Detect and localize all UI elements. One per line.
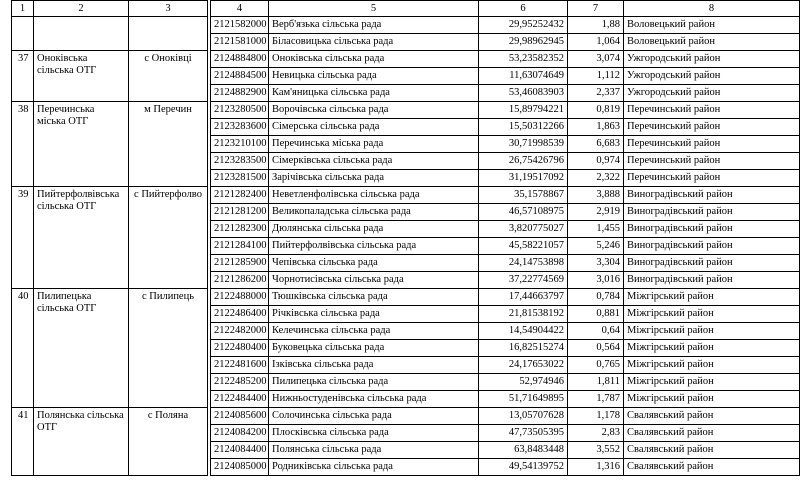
district-cell: Воловецький район xyxy=(624,17,800,34)
district-cell: Міжгірський район xyxy=(624,340,800,357)
code-cell: 2121582000 xyxy=(211,17,269,34)
table-row xyxy=(211,340,800,357)
group-center: с Поляна xyxy=(129,408,208,476)
name-cell: Плосківська сільська рада xyxy=(269,425,479,442)
name-cell: Келечинська сільська рада xyxy=(269,323,479,340)
name-cell: Нижньостуденівська сільська рада xyxy=(269,391,479,408)
value-cell: 0,819 xyxy=(568,102,624,119)
table-row xyxy=(211,85,800,102)
header-cell: 5 xyxy=(269,1,479,17)
code-cell: 2124085600 xyxy=(211,408,269,425)
group-number: 39 xyxy=(12,187,34,289)
value-cell: 1,178 xyxy=(568,408,624,425)
left-table xyxy=(11,0,208,476)
area-cell: 37,22774569 xyxy=(479,272,568,289)
name-cell: Річківська сільська рада xyxy=(269,306,479,323)
header-cell: 6 xyxy=(479,1,568,17)
table-row xyxy=(211,102,800,119)
code-cell: 2123210100 xyxy=(211,136,269,153)
value-cell: 1,863 xyxy=(568,119,624,136)
group-otg-name: Полянська сільська ОТГ xyxy=(34,408,129,476)
table-row xyxy=(211,187,800,204)
code-cell: 2122484400 xyxy=(211,391,269,408)
area-cell: 16,82515274 xyxy=(479,340,568,357)
code-cell: 2121581000 xyxy=(211,34,269,51)
name-cell: Пийтерфолвівська сільська рада xyxy=(269,238,479,255)
group-center: с Оноківці xyxy=(129,51,208,102)
district-cell: Ужгородський район xyxy=(624,85,800,102)
name-cell: Буковецька сільська рада xyxy=(269,340,479,357)
group-otg-name: Оноківська сільська ОТГ xyxy=(34,51,129,102)
name-cell: Родниківська сільська рада xyxy=(269,459,479,476)
value-cell: 3,016 xyxy=(568,272,624,289)
code-cell: 2122486400 xyxy=(211,306,269,323)
table-row xyxy=(211,408,800,425)
name-cell: Полянська сільська рада xyxy=(269,442,479,459)
value-cell: 1,787 xyxy=(568,391,624,408)
value-cell: 2,337 xyxy=(568,85,624,102)
table-row xyxy=(211,459,800,476)
name-cell: Оноківська сільська рада xyxy=(269,51,479,68)
area-cell: 35,1578867 xyxy=(479,187,568,204)
header-cell: 3 xyxy=(129,1,208,17)
value-cell: 1,88 xyxy=(568,17,624,34)
left-table-body xyxy=(12,1,208,476)
value-cell: 1,316 xyxy=(568,459,624,476)
table-row xyxy=(211,323,800,340)
group-center: м Перечин xyxy=(129,102,208,187)
district-cell: Виноградівський район xyxy=(624,255,800,272)
table-row xyxy=(211,170,800,187)
group-center: с Пилипець xyxy=(129,289,208,408)
name-cell: Тюшківська сільська рада xyxy=(269,289,479,306)
area-cell: 14,54904422 xyxy=(479,323,568,340)
district-cell: Міжгірський район xyxy=(624,391,800,408)
code-cell: 2123280500 xyxy=(211,102,269,119)
name-cell: Ізківська сільська рада xyxy=(269,357,479,374)
code-cell: 2121284100 xyxy=(211,238,269,255)
value-cell: 3,552 xyxy=(568,442,624,459)
group-otg-name: Перечинська міська ОТГ xyxy=(34,102,129,187)
table-row xyxy=(211,68,800,85)
code-cell: 2122488000 xyxy=(211,289,269,306)
header-cell: 8 xyxy=(624,1,800,17)
table-row xyxy=(211,51,800,68)
name-cell: Кам'яницька сільська рада xyxy=(269,85,479,102)
code-cell: 2122481600 xyxy=(211,357,269,374)
district-cell: Перечинський район xyxy=(624,170,800,187)
area-cell: 51,71649895 xyxy=(479,391,568,408)
name-cell: Пилипецька сільська рада xyxy=(269,374,479,391)
value-cell: 1,455 xyxy=(568,221,624,238)
area-cell: 29,98962945 xyxy=(479,34,568,51)
right-table-body xyxy=(211,1,800,476)
area-cell: 17,44663797 xyxy=(479,289,568,306)
table-row xyxy=(211,306,800,323)
district-cell: Перечинський район xyxy=(624,153,800,170)
group-row xyxy=(12,102,208,187)
value-cell: 0,64 xyxy=(568,323,624,340)
table-row xyxy=(211,238,800,255)
district-cell: Міжгірський район xyxy=(624,306,800,323)
name-cell: Біласовицька сільська рада xyxy=(269,34,479,51)
area-cell: 24,17653022 xyxy=(479,357,568,374)
name-cell: Солочинська сільська рада xyxy=(269,408,479,425)
area-cell: 46,57108975 xyxy=(479,204,568,221)
value-cell: 0,564 xyxy=(568,340,624,357)
value-cell: 3,304 xyxy=(568,255,624,272)
code-cell: 2123283600 xyxy=(211,119,269,136)
header-row xyxy=(12,1,208,17)
right-table xyxy=(210,0,800,476)
table-row xyxy=(211,357,800,374)
value-cell: 6,683 xyxy=(568,136,624,153)
district-cell: Міжгірський район xyxy=(624,289,800,306)
value-cell: 2,322 xyxy=(568,170,624,187)
code-cell: 2124084200 xyxy=(211,425,269,442)
table-row xyxy=(211,255,800,272)
value-cell: 0,765 xyxy=(568,357,624,374)
code-cell: 2123283500 xyxy=(211,153,269,170)
area-cell: 11,63074649 xyxy=(479,68,568,85)
value-cell: 3,074 xyxy=(568,51,624,68)
district-cell: Міжгірський район xyxy=(624,323,800,340)
name-cell: Чорнотисівська сільська рада xyxy=(269,272,479,289)
table-row xyxy=(211,136,800,153)
code-cell: 2122485200 xyxy=(211,374,269,391)
area-cell: 24,14753898 xyxy=(479,255,568,272)
district-cell: Воловецький район xyxy=(624,34,800,51)
table-row xyxy=(211,153,800,170)
value-cell: 1,112 xyxy=(568,68,624,85)
area-cell: 26,75426796 xyxy=(479,153,568,170)
table-row xyxy=(211,425,800,442)
code-cell: 2124882900 xyxy=(211,85,269,102)
table-row xyxy=(211,17,800,34)
code-cell: 2123281500 xyxy=(211,170,269,187)
name-cell: Невицька сільська рада xyxy=(269,68,479,85)
area-cell: 53,23582352 xyxy=(479,51,568,68)
code-cell: 2122482000 xyxy=(211,323,269,340)
group-number: 37 xyxy=(12,51,34,102)
table-row xyxy=(211,119,800,136)
area-cell: 63,8483448 xyxy=(479,442,568,459)
header-cell: 7 xyxy=(568,1,624,17)
table-row xyxy=(211,442,800,459)
area-cell: 21,81538192 xyxy=(479,306,568,323)
table-row xyxy=(211,272,800,289)
district-cell: Перечинський район xyxy=(624,102,800,119)
district-cell: Свалявський район xyxy=(624,459,800,476)
area-cell: 47,73505395 xyxy=(479,425,568,442)
group-row xyxy=(12,289,208,408)
area-cell: 15,50312266 xyxy=(479,119,568,136)
continuation-row xyxy=(12,17,208,51)
table-row xyxy=(211,221,800,238)
empty-cell xyxy=(34,17,129,51)
name-cell: Ворочівська сільська рада xyxy=(269,102,479,119)
name-cell: Сімерська сільська рада xyxy=(269,119,479,136)
group-number: 40 xyxy=(12,289,34,408)
value-cell: 0,974 xyxy=(568,153,624,170)
value-cell: 0,881 xyxy=(568,306,624,323)
table-row xyxy=(211,34,800,51)
empty-cell xyxy=(12,17,34,51)
code-cell: 2121282400 xyxy=(211,187,269,204)
value-cell: 1,811 xyxy=(568,374,624,391)
group-row xyxy=(12,187,208,289)
area-cell: 15,89794221 xyxy=(479,102,568,119)
table-row xyxy=(211,374,800,391)
value-cell: 2,83 xyxy=(568,425,624,442)
area-cell: 52,974946 xyxy=(479,374,568,391)
district-cell: Виноградівський район xyxy=(624,204,800,221)
name-cell: Перечинська міська рада xyxy=(269,136,479,153)
code-cell: 2121281200 xyxy=(211,204,269,221)
district-cell: Свалявський район xyxy=(624,442,800,459)
value-cell: 2,919 xyxy=(568,204,624,221)
header-cell: 4 xyxy=(211,1,269,17)
code-cell: 2124085000 xyxy=(211,459,269,476)
name-cell: Великопаладська сільська рада xyxy=(269,204,479,221)
district-cell: Виноградівський район xyxy=(624,221,800,238)
group-row xyxy=(12,408,208,476)
area-cell: 3,820775027 xyxy=(479,221,568,238)
district-cell: Перечинський район xyxy=(624,136,800,153)
code-cell: 2124884500 xyxy=(211,68,269,85)
name-cell: Дюлянська сільська рада xyxy=(269,221,479,238)
header-cell: 2 xyxy=(34,1,129,17)
code-cell: 2122480400 xyxy=(211,340,269,357)
district-cell: Свалявський район xyxy=(624,408,800,425)
name-cell: Чепівська сільська рада xyxy=(269,255,479,272)
district-cell: Міжгірський район xyxy=(624,374,800,391)
district-cell: Ужгородський район xyxy=(624,51,800,68)
value-cell: 3,888 xyxy=(568,187,624,204)
group-otg-name: Пилипецька сільська ОТГ xyxy=(34,289,129,408)
group-number: 41 xyxy=(12,408,34,476)
area-cell: 13,05707628 xyxy=(479,408,568,425)
header-row xyxy=(211,1,800,17)
area-cell: 45,58221057 xyxy=(479,238,568,255)
district-cell: Виноградівський район xyxy=(624,272,800,289)
code-cell: 2121282300 xyxy=(211,221,269,238)
group-row xyxy=(12,51,208,102)
area-cell: 31,19517092 xyxy=(479,170,568,187)
code-cell: 2124884800 xyxy=(211,51,269,68)
value-cell: 5,246 xyxy=(568,238,624,255)
name-cell: Верб'язька сільська рада xyxy=(269,17,479,34)
name-cell: Зарічівська сільська рада xyxy=(269,170,479,187)
area-cell: 49,54139752 xyxy=(479,459,568,476)
district-cell: Свалявський район xyxy=(624,425,800,442)
header-cell: 1 xyxy=(12,1,34,17)
district-cell: Виноградівський район xyxy=(624,238,800,255)
name-cell: Неветленфолівська сільська рада xyxy=(269,187,479,204)
area-cell: 53,46083903 xyxy=(479,85,568,102)
district-cell: Ужгородський район xyxy=(624,68,800,85)
group-otg-name: Пийтерфолвівська сільська ОТГ xyxy=(34,187,129,289)
group-number: 38 xyxy=(12,102,34,187)
group-center: с Пийтерфолво xyxy=(129,187,208,289)
table-row xyxy=(211,391,800,408)
value-cell: 1,064 xyxy=(568,34,624,51)
district-cell: Перечинський район xyxy=(624,119,800,136)
code-cell: 2121286200 xyxy=(211,272,269,289)
table-row xyxy=(211,289,800,306)
code-cell: 2124084400 xyxy=(211,442,269,459)
area-cell: 29,95252432 xyxy=(479,17,568,34)
district-cell: Виноградівський район xyxy=(624,187,800,204)
code-cell: 2121285900 xyxy=(211,255,269,272)
value-cell: 0,784 xyxy=(568,289,624,306)
empty-cell xyxy=(129,17,208,51)
area-cell: 30,71998539 xyxy=(479,136,568,153)
name-cell: Сімерківська сільська рада xyxy=(269,153,479,170)
table-row xyxy=(211,204,800,221)
district-cell: Міжгірський район xyxy=(624,357,800,374)
